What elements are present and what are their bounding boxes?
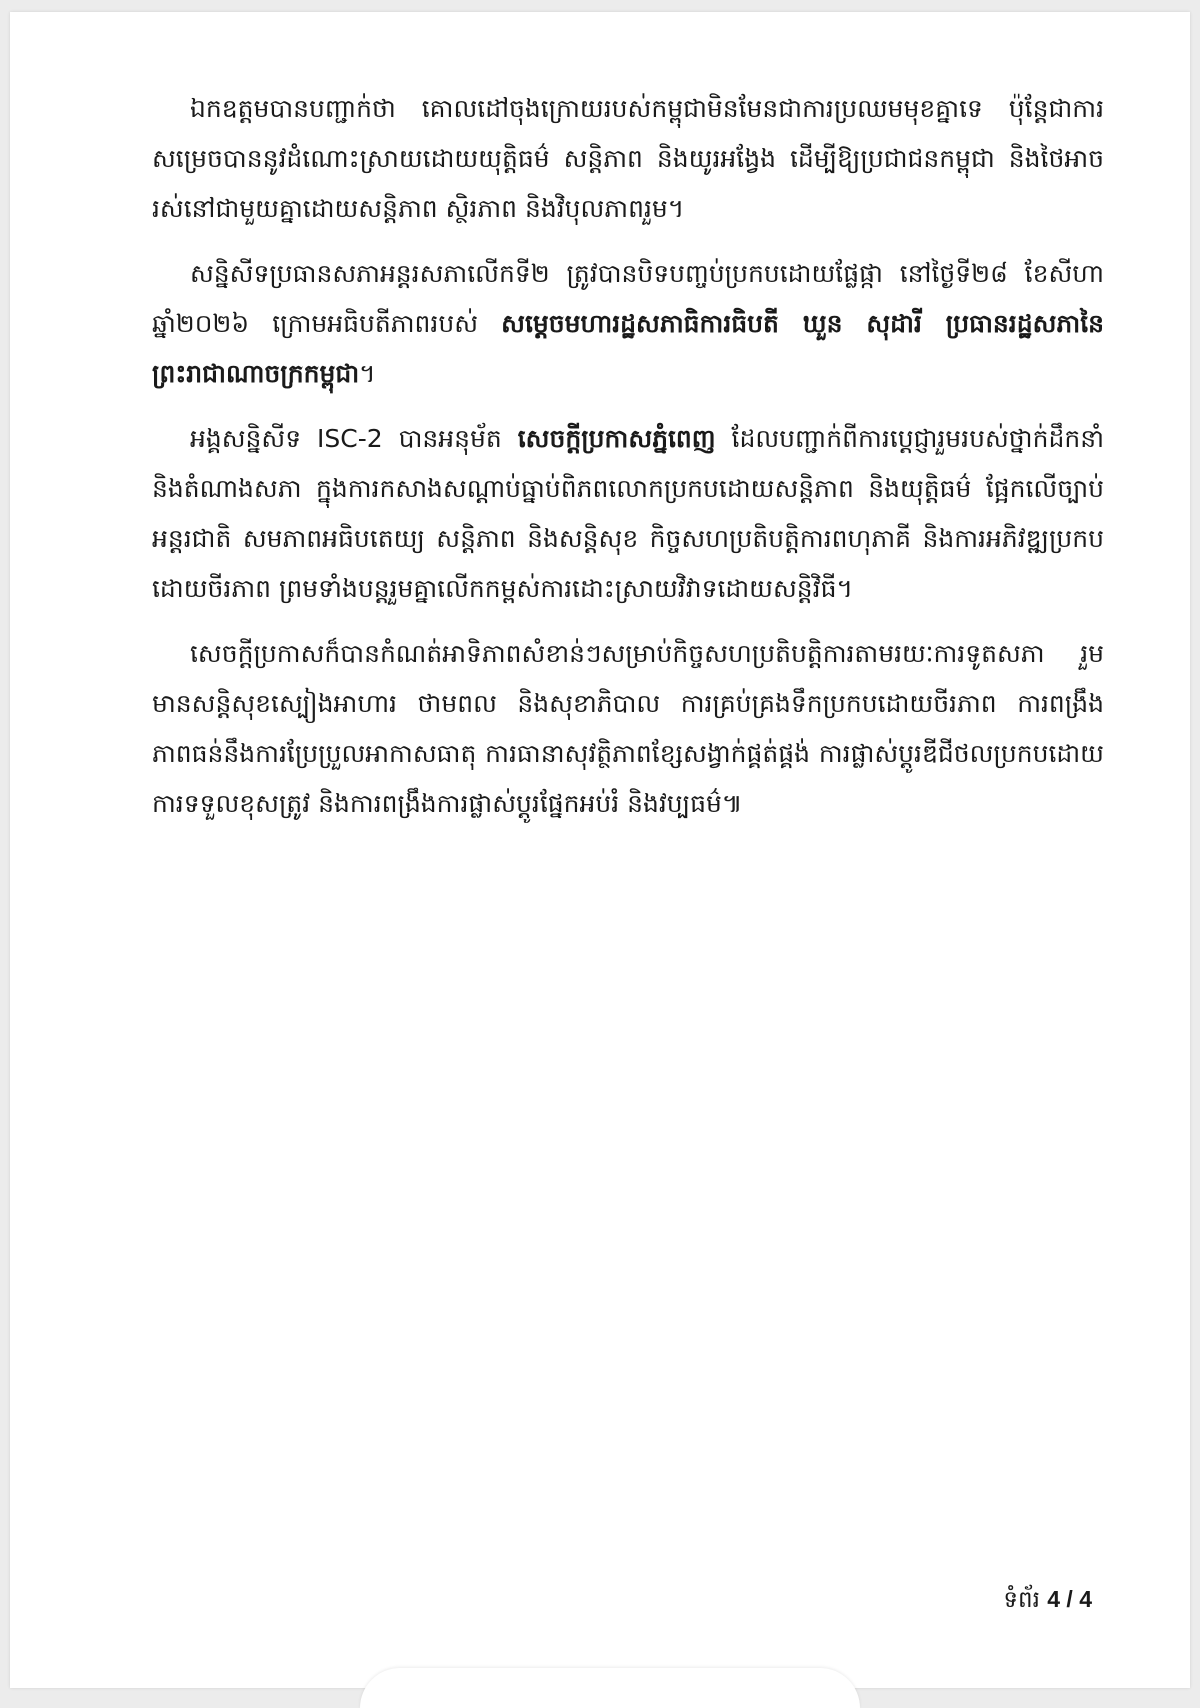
page-number-value: 4 / 4 — [1047, 1586, 1092, 1612]
bold-text-segment: សម្តេចមហារដ្ឋសភាធិការធិបតី ឃួន សុដារី ប្រធានរដ្ឋសភានៃព្រះរាជាណាចក្រកម្ពុជា — [152, 309, 1104, 388]
text-segment: ដែលបញ្ជាក់ពីការប្តេជ្ញារួមរបស់ថ្នាក់ដឹកនាំ និងតំណាងសភា ក្នុងការកសាងសណ្តាប់ធ្នាប់ពិភពលោកប្រកបដោយសន្តិភាព និងយុត្តិធម៌ ផ្អែកលើច្បាប់អន្តរជាតិ សមភាពអធិបតេយ្យ សន្តិភាព និងសន្តិសុខ កិច្ចសហប្រតិបត្តិការពហុភាគី និងការអភិវឌ្ឍប្រកបដោយចីរភាព ព្រមទាំងបន្តរួមគ្នាលើកកម្ពស់ការដោះស្រាយវិវាទដោយសន្តិវិធី។ — [152, 424, 1104, 603]
text-segment: ។ — [359, 359, 376, 388]
body-paragraph — [152, 629, 1104, 829]
text-segment: ឯកឧត្តមបានបញ្ជាក់ថា គោលដៅចុងក្រោយរបស់កម្ពុជាមិនមែនជាការប្រឈមមុខគ្នាទេ ប៉ុន្តែជាការសម្រេចបាននូវដំណោះស្រាយដោយយុត្តិធម៌ សន្តិភាព និងយូរអង្វែង ដើម្បីឱ្យប្រជាជនកម្ពុជា និងថៃអាចរស់នៅជាមួយគ្នាដោយសន្តិភាព ស្ថិរភាព និងវិបុលភាពរួម។ — [152, 94, 1104, 223]
body-paragraph — [152, 249, 1104, 399]
page-number-label: ទំព័រ — [1003, 1587, 1040, 1613]
body-paragraph — [152, 84, 1104, 234]
document-page — [10, 12, 1190, 1688]
body-paragraph — [152, 414, 1104, 614]
bottom-sheet-handle[interactable] — [360, 1668, 860, 1708]
bold-text-segment: សេចក្តីប្រកាសភ្នំពេញ — [517, 424, 716, 453]
text-segment: សន្និសីទប្រធានសភាអន្តរសភាលើកទី២ ត្រូវបានបិទបញ្ចប់ប្រកបដោយផ្លែផ្កា នៅថ្ងៃទី២៨ ខែសីហា ឆ្នាំ២០២៦ ក្រោមអធិបតីភាពរបស់ — [152, 259, 1104, 338]
document-body — [152, 84, 1104, 844]
page-number — [1003, 1586, 1092, 1619]
text-segment: សេចក្តីប្រកាសក៏បានកំណត់អាទិភាពសំខាន់ៗសម្រាប់កិច្ចសហប្រតិបត្តិការតាមរយៈការទូតសភា រួមមានសន្តិសុខស្បៀងអាហារ ថាមពល និងសុខាភិបាល ការគ្រប់គ្រងទឹកប្រកបដោយចីរភាព ការពង្រឹងភាពធន់នឹងការប្រែប្រួលអាកាសធាតុ ការធានាសុវត្ថិភាពខ្សែសង្វាក់ផ្គត់ផ្គង់ ការផ្លាស់ប្តូរឌីជីថលប្រកបដោយការទទួលខុសត្រូវ និងការពង្រឹងការផ្លាស់ប្តូរផ្នែកអប់រំ និងវប្បធម៌៕ — [152, 639, 1104, 818]
text-segment: អង្គសន្និសីទ ISC-2 បានអនុម័ត — [190, 424, 518, 453]
